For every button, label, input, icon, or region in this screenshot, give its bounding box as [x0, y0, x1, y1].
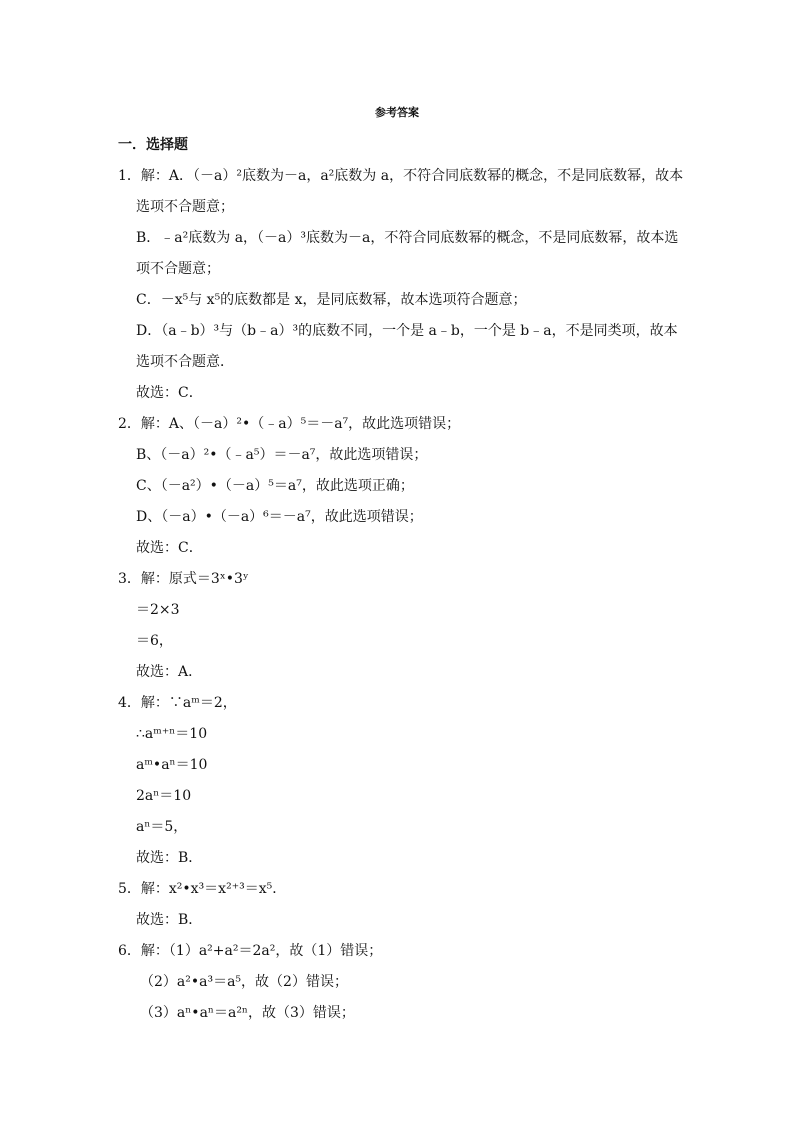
q4-answer: 故选：B．: [136, 850, 203, 866]
q1-line-6: D．（a﹣b）³与（b﹣a）³的底数不同，一个是 a﹣b，一个是 b﹣a，不是同类项，故本: [136, 323, 678, 339]
q4-line-2: ∴aᵐ⁺ⁿ＝10: [136, 726, 208, 742]
q4-line-1: 4．解：∵aᵐ＝2，: [118, 695, 237, 711]
q1-answer: 故选：C．: [136, 385, 203, 401]
q5-answer: 故选：B．: [136, 912, 203, 928]
q2-line-1: 2．解：A、（－a）²•（﹣a）⁵＝－a⁷，故此选项错误；: [118, 416, 461, 432]
q6-line-2: （2）a²•a³＝a⁵，故（2）错误；: [140, 974, 348, 990]
q4-line-4: 2aⁿ＝10: [136, 788, 192, 804]
q1-line-3: B．﹣a²底数为 a，（－a）³底数为－a，不符合同底数幂的概念，不是同底数幂，故本选: [136, 230, 679, 246]
page-title: 参考答案: [375, 106, 419, 119]
q6-line-3: （3）aⁿ•aⁿ＝a²ⁿ，故（3）错误；: [140, 1005, 355, 1021]
q4-line-5: aⁿ＝5，: [136, 819, 188, 835]
q1-line-5: C．－x⁵与 x⁵的底数都是 x，是同底数幂，故本选项符合题意；: [136, 292, 527, 308]
q2-line-2: B、（－a）²•（﹣a⁵）＝－a⁷，故此选项错误；: [136, 447, 428, 463]
q3-line-2: ＝2×3: [136, 602, 180, 618]
q3-answer: 故选：A．: [136, 664, 203, 680]
q2-answer: 故选：C．: [136, 540, 203, 556]
q1-line-1: 1．解：A．（－a）²底数为－a，a²底数为 a，不符合同底数幂的概念，不是同底数幂，故本: [118, 168, 684, 184]
q4-line-3: aᵐ•aⁿ＝10: [136, 757, 208, 773]
q3-line-3: ＝6，: [136, 633, 173, 649]
section-heading: 一．选择题: [118, 137, 188, 153]
q1-line-4: 项不合题意；: [136, 261, 220, 277]
q3-line-1: 3．解：原式＝3ˣ•3ʸ: [118, 571, 249, 587]
q1-line-2: 选项不合题意；: [136, 199, 234, 215]
q6-line-1: 6．解：（1）a²+a²＝2a²，故（1）错误；: [118, 943, 383, 959]
q2-line-4: D、（－a）•（－a）⁶＝－a⁷，故此选项错误；: [136, 509, 423, 525]
q5-line-1: 5．解：x²•x³＝x²⁺³＝x⁵．: [118, 881, 287, 897]
q1-line-7: 选项不合题意．: [136, 354, 234, 370]
q2-line-3: C、（－a²）•（－a）⁵＝a⁷，故此选项正确；: [136, 478, 414, 494]
